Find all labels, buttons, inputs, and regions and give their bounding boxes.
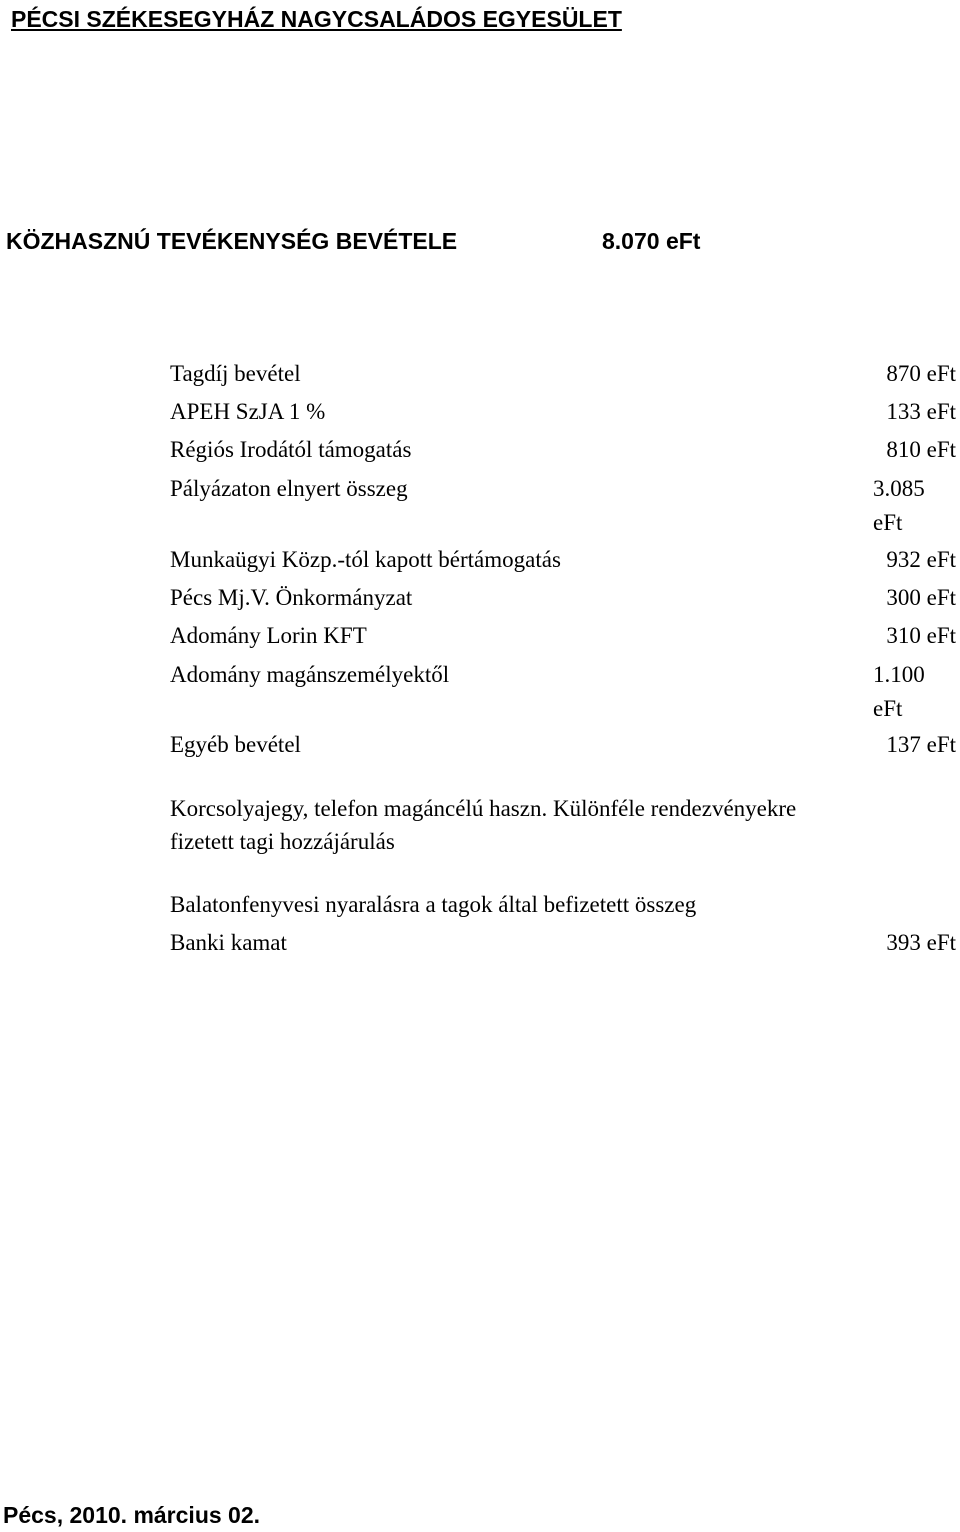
income-item-amount	[873, 658, 953, 726]
income-item-label: Régiós Irodától támogatás	[170, 437, 412, 462]
amount-number: 3.085	[873, 476, 925, 501]
organization-title: PÉCSI SZÉKESEGYHÁZ NAGYCSALÁDOS EGYESÜLET	[11, 6, 622, 32]
amount-unit: eFt	[873, 696, 903, 721]
other-income-note: Korcsolyajegy, telefon magáncélú haszn. Különféle rendezvényekre fizetett tagi hozzájárulás	[170, 796, 797, 854]
income-item-label: Egyéb bevétel	[170, 732, 301, 757]
income-item-label: Munkaügyi Közp.-tól kapott bértámogatás	[170, 547, 561, 572]
interest-amount: 393 eFt	[886, 930, 956, 955]
section-heading	[6, 224, 701, 258]
income-item-amount: 310 eFt	[886, 623, 956, 648]
place-and-date: Pécs, 2010. március 02.	[3, 1502, 261, 1528]
income-item-label: Tagdíj bevétel	[170, 361, 301, 386]
amount-number: 1.100	[873, 662, 925, 687]
income-item-amount: 133 eFt	[886, 399, 956, 424]
amount-unit: eFt	[873, 510, 903, 535]
income-item-label: Pályázaton elnyert összeg	[170, 476, 408, 501]
income-item-amount: 932 eFt	[886, 547, 956, 572]
holiday-note: Balatonfenyvesi nyaralásra a tagok által befizetett összeg	[170, 892, 697, 917]
section-heading-label: KÖZHASZNÚ TEVÉKENYSÉG BEVÉTELE	[6, 228, 458, 254]
income-item-label: Pécs Mj.V. Önkormányzat	[170, 585, 413, 610]
income-item-label: APEH SzJA 1 %	[170, 399, 326, 424]
income-item-amount: 810 eFt	[886, 437, 956, 462]
section-total: 8.070 eFt	[602, 228, 701, 254]
income-item-label: Adomány Lorin KFT	[170, 623, 367, 648]
income-item-amount: 870 eFt	[886, 361, 956, 386]
interest-label: Banki kamat	[170, 930, 287, 955]
income-item-label: Adomány magánszemélyektől	[170, 662, 450, 687]
income-item-amount: 137 eFt	[886, 732, 956, 757]
income-item-amount	[873, 472, 953, 540]
income-item-amount: 300 eFt	[886, 585, 956, 610]
